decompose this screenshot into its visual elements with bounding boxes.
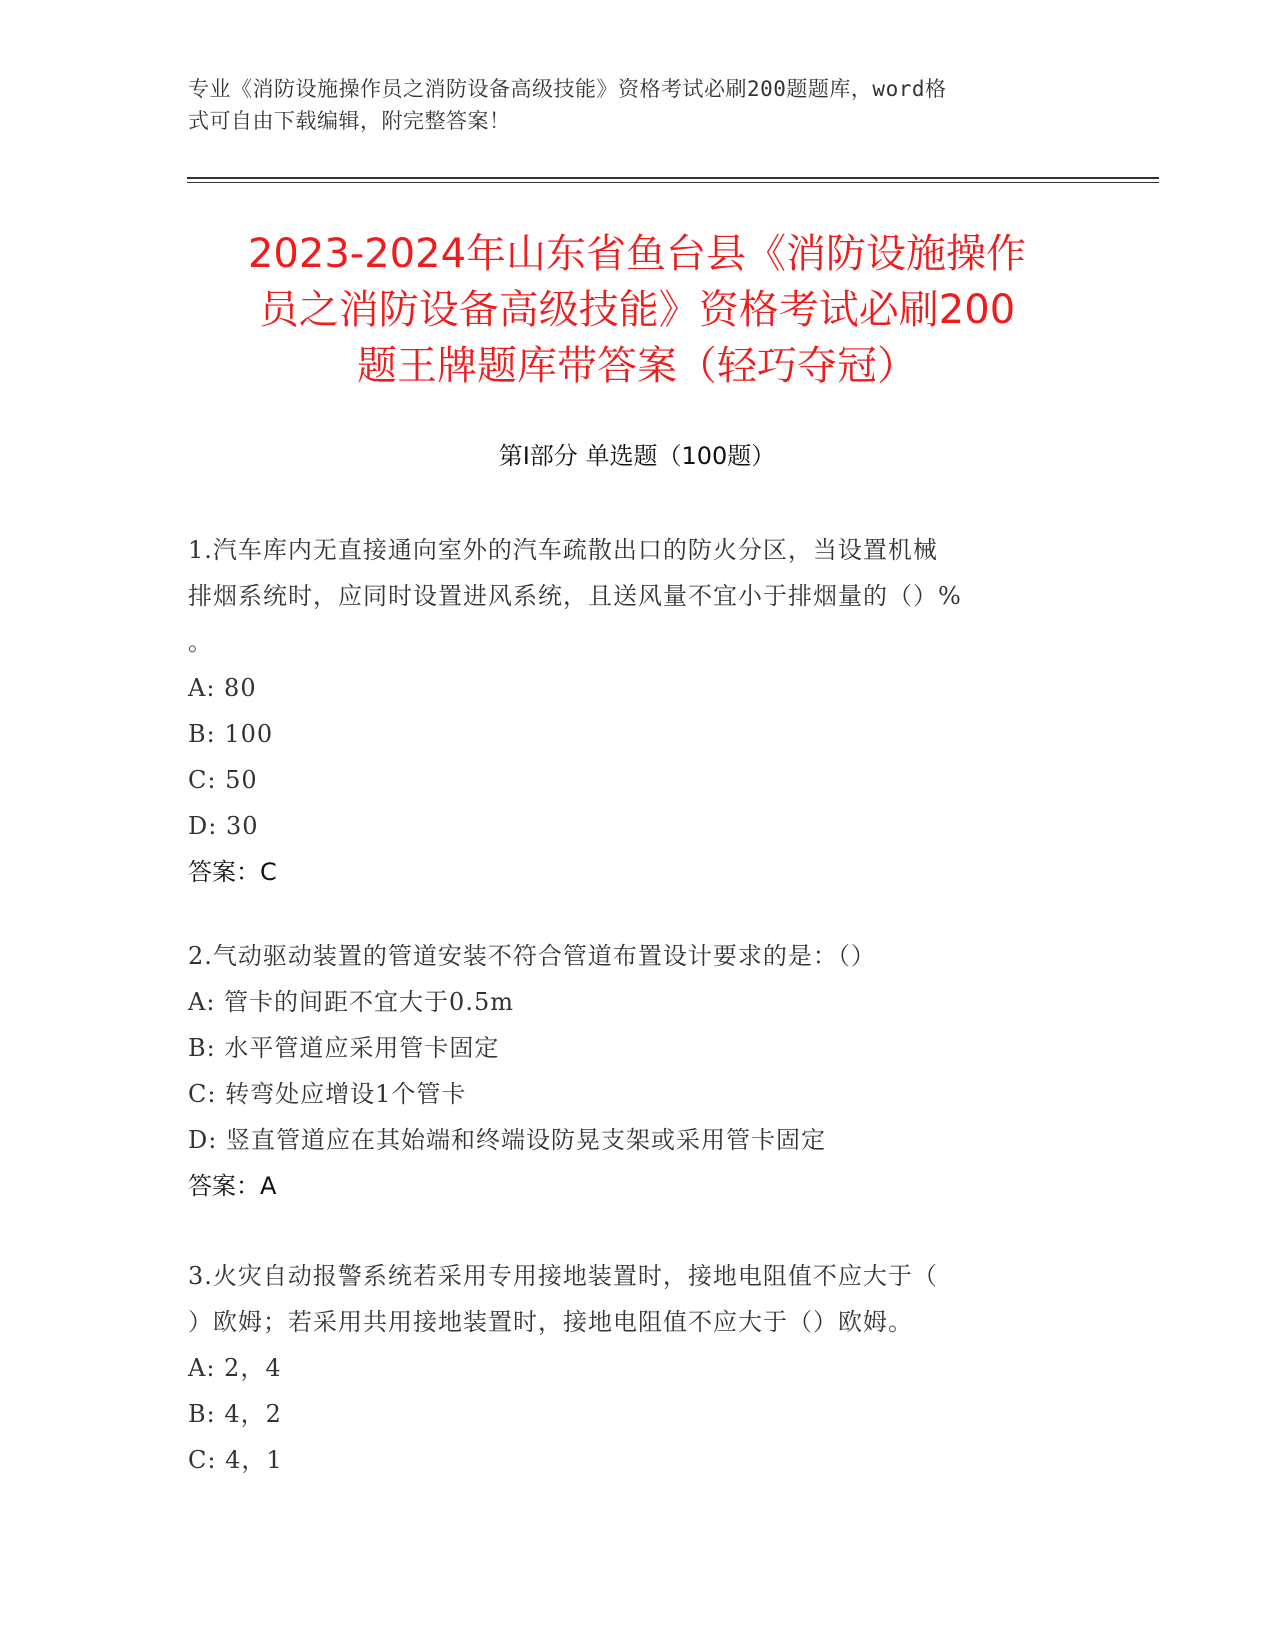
option-a: A: 管卡的间距不宜大于0.5m <box>188 988 514 1016</box>
option-a: A: 80 <box>188 674 257 702</box>
option-a: A: 2，4 <box>188 1354 282 1382</box>
question-2 <box>188 933 1088 1209</box>
answer: 答案：C <box>188 858 277 886</box>
answer: 答案：A <box>188 1172 277 1200</box>
question-1 <box>188 527 1088 895</box>
document-title: 2023-2024年山东省鱼台县《消防设施操作 员之消防设备高级技能》资格考试必刷200 题王牌题库带答案（轻巧夺冠） <box>247 231 1027 389</box>
option-d: D: 30 <box>188 812 259 840</box>
option-b: B: 100 <box>188 720 274 748</box>
option-b: B: 水平管道应采用管卡固定 <box>188 1034 500 1062</box>
option-c: C: 4，1 <box>188 1446 283 1474</box>
section-heading: 第Ⅰ部分 单选题（100题） <box>498 442 776 470</box>
option-c: C: 50 <box>188 766 258 794</box>
question-stem: 2.气动驱动装置的管道安装不符合管道布置设计要求的是：（） <box>188 942 876 970</box>
question-stem: 3.火灾自动报警系统若采用专用接地装置时，接地电阻值不应大于（ ）欧姆；若采用共用接地装置时，接地电阻值不应大于（）欧姆。 <box>188 1262 938 1336</box>
header-divider-thin <box>187 182 1159 183</box>
option-d: D: 竖直管道应在其始端和终端设防晃支架或采用管卡固定 <box>188 1126 826 1154</box>
question-stem: 1.汽车库内无直接通向室外的汽车疏散出口的防火分区，当设置机械 排烟系统时，应同时设置进风系统，且送风量不宜小于排烟量的（）% 。 <box>188 536 962 656</box>
header-divider <box>187 177 1159 179</box>
header-note: 专业《消防设施操作员之消防设备高级技能》资格考试必刷200题题库，word格 式可自由下载编辑，附完整答案！ <box>188 77 947 133</box>
option-b: B: 4，2 <box>188 1400 282 1428</box>
question-3 <box>188 1253 1088 1483</box>
option-c: C: 转弯处应增设1个管卡 <box>188 1080 467 1108</box>
